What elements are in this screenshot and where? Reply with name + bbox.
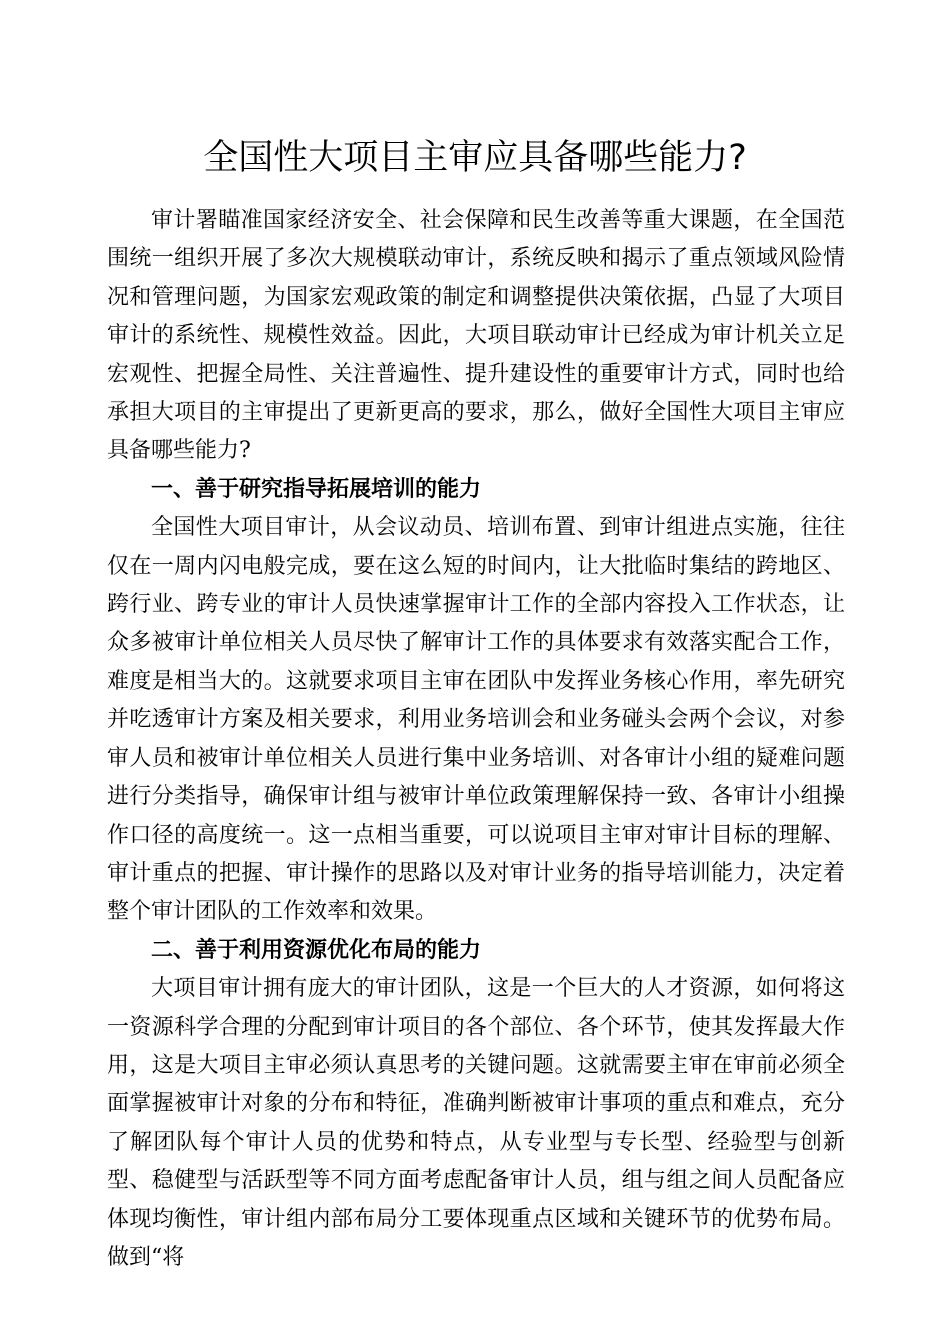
document-body [107,202,845,1277]
section-heading-1: 一、善于研究指导拓展培训的能力 [151,476,482,502]
section-2-paragraph: 大项目审计拥有庞大的审计团队，这是一个巨大的人才资源，如何将这一资源科学合理的分配到审计项目的各个部位、各个环节，使其发挥最大作用，这是大项目主审必须认真思考的关键问题。这就需要主审在审前必须全面掌握被审计对象的分布和特征，准确判断被审计事项的重点和难点，充分了解团队每个审计人员的优势和特点，从专业型与专长型、经验型与创新型、稳健型与活跃型等不同方面考虑配备审计人员，组与组之间人员配备应体现均衡性，审计组内部布局分工要体现重点区域和关键环节的优势布局。做到“将 [107,976,845,1270]
document-title: 全国性大项目主审应具备哪些能力? [203,138,747,178]
intro-paragraph: 审计署瞄准国家经济安全、社会保障和民生改善等重大课题，在全国范围统一组织开展了多次大规模联动审计，系统反映和揭示了重点领域风险情况和管理问题，为国家宏观政策的制定和调整提供决策依据，凸显了大项目审计的系统性、规模性效益。因此，大项目联动审计已经成为审计机关立足宏观性、把握全局性、关注普遍性、提升建设性的重要审计方式，同时也给承担大项目的主审提出了更新更高的要求，那么，做好全国性大项目主审应具备哪些能力? [107,208,845,464]
section-1-paragraph: 全国性大项目审计，从会议动员、培训布置、到审计组进点实施，往往仅在一周内闪电般完成，要在这么短的时间内，让大批临时集结的跨地区、跨行业、跨专业的审计人员快速掌握审计工作的全部内容投入工作状态，让众多被审计单位相关人员尽快了解审计工作的具体要求有效落实配合工作，难度是相当大的。这就要求项目主审在团队中发挥业务核心作用，率先研究并吃透审计方案及相关要求，利用业务培训会和业务碰头会两个会议，对参审人员和被审计单位相关人员进行集中业务培训、对各审计小组的疑难问题进行分类指导，确保审计组与被审计单位政策理解保持一致、各审计小组操作口径的高度统一。这一点相当重要，可以说项目主审对审计目标的理解、审计重点的把握、审计操作的思路以及对审计业务的指导培训能力，决定着整个审计团队的工作效率和效果。 [107,515,845,925]
section-heading-2: 二、善于利用资源优化布局的能力 [151,937,482,963]
